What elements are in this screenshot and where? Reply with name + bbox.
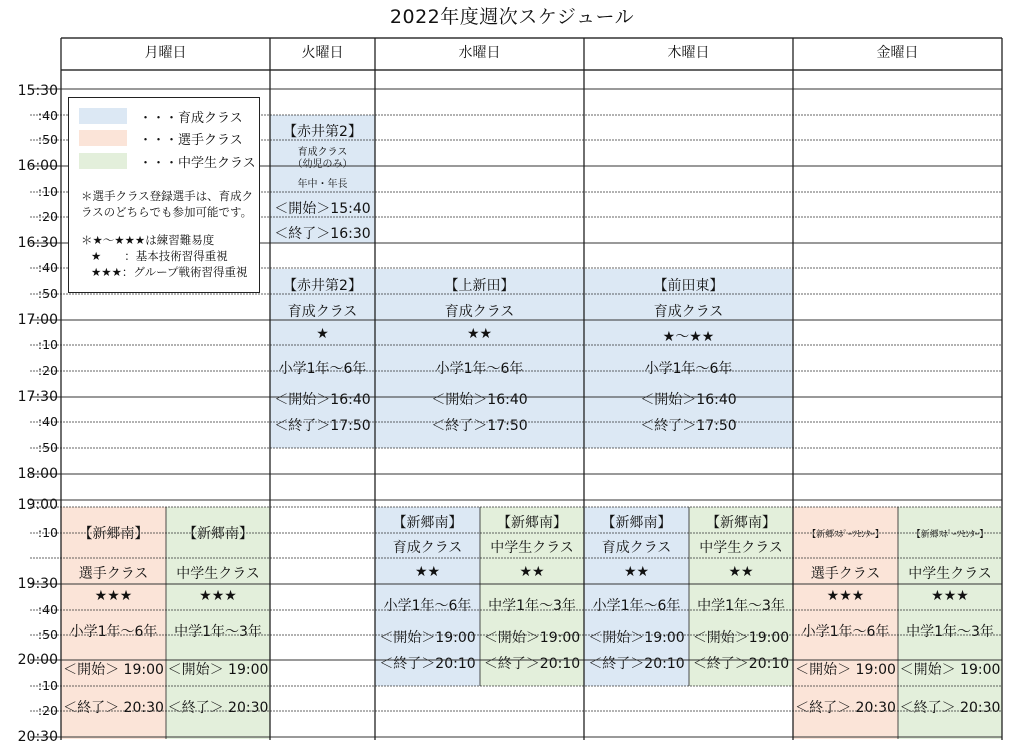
block-class: 中学生クラス [699, 540, 783, 556]
block-target: 中学1年～3年 [697, 598, 785, 614]
block-class: 中学生クラス [908, 566, 992, 582]
time-label: :10 [37, 525, 58, 540]
block-end: ＜終了＞20:10 [483, 656, 581, 672]
time-label: :50 [37, 132, 58, 147]
time-label: 20:00 [17, 652, 58, 668]
day-header-tue: 火曜日 [301, 45, 344, 61]
block-start: ＜開始＞19:00 [692, 630, 790, 646]
legend-note: ラスのどちらでも参加可能です。 [81, 205, 253, 219]
block-place: 【新郷南】 [706, 515, 776, 531]
time-label: :10 [37, 678, 58, 693]
legend-note: ★ ：基本技術習得重視 [91, 249, 228, 263]
day-header-thu: 木曜日 [667, 45, 710, 61]
block-start: ＜開始＞ 19:00 [63, 662, 164, 678]
legend-label: ・・・中学生クラス [139, 156, 256, 171]
block-level: ★★ [414, 564, 441, 580]
block-start: ＜開始＞19:00 [379, 630, 476, 646]
block-end: ＜終了＞17:50 [274, 418, 371, 434]
block-end: ＜終了＞16:30 [274, 226, 371, 242]
block-level: ★★★ [199, 588, 237, 604]
block-level: ★★ [728, 564, 754, 580]
legend-swatch-chugakusei [79, 153, 127, 169]
block-place: 【新郷南】 [392, 515, 463, 531]
block-level: ★～★★ [662, 329, 715, 345]
block-class: 育成クラス [287, 304, 358, 320]
block-level: ★★★ [931, 588, 969, 604]
block-place: 【新郷南】 [497, 515, 567, 531]
block-place: 【前田東】 [653, 278, 724, 294]
time-label: 19:00 [17, 497, 58, 513]
block-target: 小学1年～6年 [592, 598, 681, 614]
block-place: 【上新田】 [444, 278, 515, 294]
block-class: 選手クラス [810, 566, 881, 582]
block-place: 【新郷ｽﾎﾟｰﾂｾﾝﾀｰ】 [807, 530, 884, 540]
block-place: 【新郷南】 [183, 526, 253, 542]
time-label: :50 [37, 440, 58, 455]
block-place: 【新郷南】 [78, 526, 149, 542]
block-class: 育成クラス [601, 540, 672, 556]
time-label: :40 [37, 260, 58, 275]
block-start: ＜開始＞19:00 [588, 630, 685, 646]
block-target: 小学1年～6年 [383, 598, 472, 614]
block-target: 小学1年～6年 [644, 361, 733, 377]
time-label: :50 [37, 286, 58, 301]
block-class: 中学生クラス [176, 566, 260, 582]
block-start: ＜開始＞16:40 [431, 392, 528, 408]
block-target: 小学1年～6年 [278, 361, 367, 377]
block-class: 中学生クラス [490, 540, 574, 556]
day-header-mon: 月曜日 [144, 45, 187, 61]
block-end: ＜終了＞ 20:30 [63, 700, 164, 716]
block-start: ＜開始＞16:40 [274, 392, 371, 408]
block-class: 育成クラス [392, 540, 463, 556]
block-class-note: （幼児のみ） [292, 159, 353, 170]
block-start: ＜開始＞ 19:00 [795, 662, 896, 678]
time-label: :50 [37, 627, 58, 642]
legend-note: ★★★：グループ戦術習得重視 [91, 265, 248, 279]
block-level: ★★★ [826, 588, 865, 604]
legend-note: ＊選手クラス登録選手は、育成ク [81, 189, 254, 203]
time-label: 16:00 [17, 158, 58, 174]
legend-box [68, 97, 260, 293]
block-place: 【赤井第2】 [283, 124, 362, 140]
block-class: 育成クラス [297, 147, 348, 158]
time-label: :20 [37, 209, 58, 224]
block-end: ＜終了＞17:50 [431, 418, 528, 434]
block-end: ＜終了＞ 20:30 [899, 700, 1001, 716]
block-target: 中学1年～3年 [488, 598, 576, 614]
time-label: :40 [37, 414, 58, 429]
block-start: ＜開始＞ 19:00 [899, 662, 1001, 678]
block-target: 小学1年～6年 [69, 624, 158, 640]
legend-swatch-senshu [79, 130, 127, 146]
day-header-fri: 金曜日 [876, 45, 919, 61]
block-level: ★★★ [94, 588, 133, 604]
block-target: 年中・年長 [297, 179, 348, 190]
time-label: 17:00 [17, 312, 58, 328]
block-level: ★★ [466, 326, 493, 342]
block-end: ＜終了＞20:10 [692, 656, 790, 672]
time-label: 17:30 [17, 389, 58, 405]
block-start: ＜開始＞16:40 [640, 392, 737, 408]
block-place: 【赤井第2】 [283, 278, 362, 294]
block-start: ＜開始＞ 19:00 [167, 662, 269, 678]
block-place: 【新郷ｽﾎﾟｰﾂｾﾝﾀｰ】 [911, 530, 989, 540]
time-label: 16:30 [17, 235, 58, 251]
time-label: 18:00 [17, 466, 58, 482]
block-target: 中学1年～3年 [174, 624, 262, 640]
legend-label: ・・・育成クラス [139, 111, 243, 126]
block-start: ＜開始＞15:40 [274, 201, 371, 217]
block-class: 育成クラス [444, 304, 515, 320]
time-label: :40 [37, 108, 58, 123]
block-end: ＜終了＞20:10 [379, 656, 476, 672]
block-end: ＜終了＞ 20:30 [167, 700, 269, 716]
time-label: :40 [37, 602, 58, 617]
legend-swatch-ikusei [79, 108, 127, 124]
block-level: ★★ [623, 564, 650, 580]
block-class: 育成クラス [653, 304, 724, 320]
schedule-title: 2022年度週次スケジュール [389, 6, 635, 28]
time-label: :10 [37, 337, 58, 352]
block-level: ★★ [519, 564, 545, 580]
time-label: :20 [37, 363, 58, 378]
day-header-wed: 水曜日 [458, 45, 501, 61]
time-label: 15:30 [17, 83, 58, 99]
block-end: ＜終了＞20:10 [588, 656, 685, 672]
time-label: :20 [37, 703, 58, 718]
block-end: ＜終了＞17:50 [640, 418, 737, 434]
block-level: ★ [316, 326, 329, 342]
block-class: 選手クラス [78, 566, 149, 582]
legend-note: ＊★～★★★は練習難易度 [81, 233, 215, 247]
time-label: :10 [37, 184, 58, 199]
block-place: 【新郷南】 [601, 515, 672, 531]
block-target: 小学1年～6年 [435, 361, 524, 377]
time-label: 19:30 [17, 576, 58, 592]
block-target: 中学1年～3年 [906, 624, 994, 640]
block-start: ＜開始＞19:00 [483, 630, 581, 646]
block-target: 小学1年～6年 [801, 624, 890, 640]
time-label: 20:30 [17, 729, 58, 745]
legend-label: ・・・選手クラス [139, 133, 243, 148]
block-end: ＜終了＞ 20:30 [795, 700, 896, 716]
